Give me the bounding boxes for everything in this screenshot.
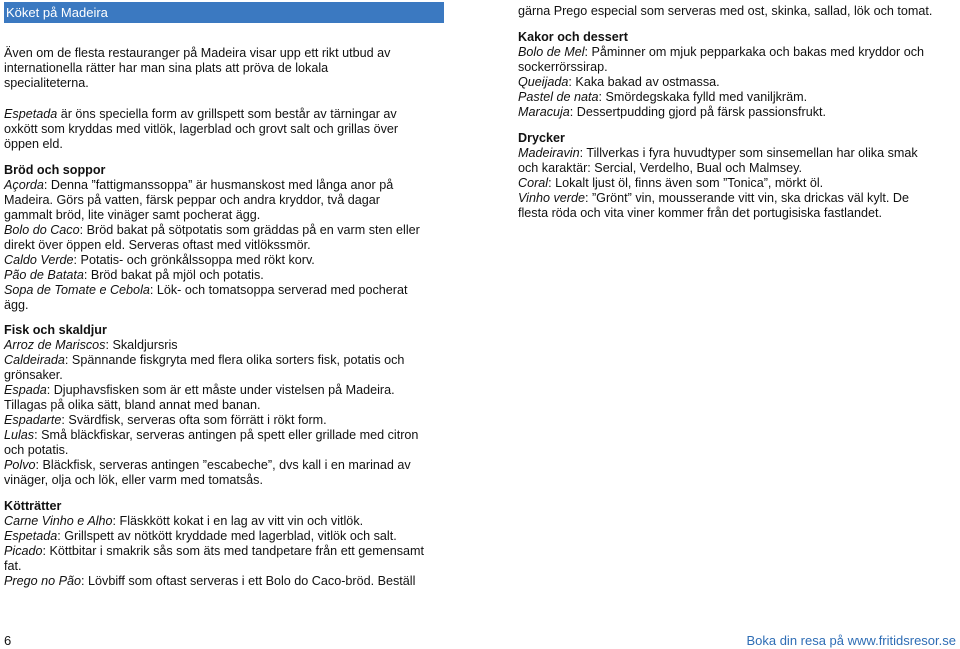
term: Arroz de Mariscos	[4, 338, 106, 352]
term: Pastel de nata	[518, 90, 599, 104]
text-line: Även om de flesta restauranger på Madeira visar upp ett rikt utbud av	[4, 46, 391, 60]
text-line: : Lök- och tomatsoppa serverad med pocherat	[149, 283, 408, 297]
text-line: : Bröd bakat på mjöl och potatis.	[83, 268, 264, 282]
section-heading: Drycker	[518, 131, 565, 145]
term: Caldo Verde	[4, 253, 74, 267]
text-line: direkt över öppen eld. Serveras oftast med vitlökssmör.	[4, 238, 311, 252]
term: Prego no Pão	[4, 574, 82, 588]
text-line: gärna Prego especial som serveras med ost, skinka, sallad, lök och tomat.	[518, 4, 933, 18]
text-line: och karaktär: Sercial, Verdelho, Bual och Malmsey.	[518, 161, 802, 175]
text-line: : Tillverkas i fyra huvudtyper som sinsemellan har olika smak	[579, 146, 918, 160]
text-line: : ”Grönt” vin, mousserande vitt vin, ska drickas väl kylt. De	[584, 191, 910, 205]
text-line: Madeira. Görs på vatten, färsk peppar och andra kryddor, två dagar	[4, 193, 380, 207]
term: Espetada	[4, 107, 58, 121]
text-line: internationella rätter har man sina plats att pröva de lokala	[4, 61, 329, 75]
term: Espadarte	[4, 413, 62, 427]
section-heading: Kötträtter	[4, 499, 62, 513]
term: Madeiravin	[518, 146, 580, 160]
section-kott	[4, 499, 444, 589]
text-line: är öns speciella form av grillspett som består av tärningar av	[57, 107, 397, 121]
term: Espetada	[4, 529, 58, 543]
term: Picado	[4, 544, 43, 558]
term: Sopa de Tomate e Cebola	[4, 283, 150, 297]
text-line: vinäger, olja och lök, eller varm med tomatsås.	[4, 473, 263, 487]
section-kakor	[518, 30, 948, 120]
term: Espada	[4, 383, 47, 397]
text-line: : Fläskkött kokat i en lag av vitt vin och vitlök.	[112, 514, 364, 528]
section-heading: Kakor och dessert	[518, 30, 628, 44]
text-line: : Köttbitar i smakrik sås som äts med tandpetare från ett gemensamt	[42, 544, 424, 558]
continued-paragraph	[518, 4, 948, 19]
section-brod	[4, 163, 444, 313]
text-line: : Dessertpudding gjord på färsk passionsfrukt.	[569, 105, 827, 119]
section-heading: Bröd och soppor	[4, 163, 106, 177]
term: Caldeirada	[4, 353, 65, 367]
text-line: : Små bläckfiskar, serveras antingen på spett eller grillade med citron	[34, 428, 419, 442]
intro-paragraph	[4, 46, 444, 91]
text-line: : Denna ”fattigmanssoppa” är husmanskost med långa anor på	[43, 178, 394, 192]
espetada-paragraph	[4, 107, 444, 152]
term: Vinho verde	[518, 191, 585, 205]
term: Pão de Batata	[4, 268, 84, 282]
booking-link[interactable]: Boka din resa på www.fritidsresor.se	[746, 633, 956, 648]
text-line: : Lokalt ljust öl, finns även som ”Tonica”, mörkt öl.	[548, 176, 824, 190]
text-line: : Grillspett av nötkött kryddade med lagerblad, vitlök och salt.	[57, 529, 397, 543]
text-line: oxkött som kryddas med vitlök, lagerblad och grovt salt och grillas över	[4, 122, 399, 136]
term: Bolo do Caco	[4, 223, 80, 237]
text-line: grönsaker.	[4, 368, 63, 382]
text-line: : Spännande fiskgryta med flera olika sorters fisk, potatis och	[64, 353, 405, 367]
term: Bolo de Mel	[518, 45, 585, 59]
text-line: : Smördegskaka fylld med vaniljkräm.	[598, 90, 808, 104]
text-line: öppen eld.	[4, 137, 63, 151]
term: Coral	[518, 176, 549, 190]
text-line: ägg.	[4, 298, 29, 312]
text-line: gammalt bröd, lite vinäger samt pocherat ägg.	[4, 208, 261, 222]
text-line: : Skaldjursris	[105, 338, 178, 352]
text-line: fat.	[4, 559, 22, 573]
term: Queijada	[518, 75, 569, 89]
text-line: : Svärdfisk, serveras ofta som förrätt i rökt form.	[61, 413, 327, 427]
term: Carne Vinho e Alho	[4, 514, 113, 528]
text-line: specialiteterna.	[4, 76, 89, 90]
text-line: och potatis.	[4, 443, 69, 457]
text-line: : Påminner om mjuk pepparkaka och bakas med kryddor och	[584, 45, 925, 59]
text-line: : Bläckfisk, serveras antingen ”escabeche”, dvs kall i en marinad av	[35, 458, 411, 472]
section-heading: Fisk och skaldjur	[4, 323, 107, 337]
page-number: 6	[4, 633, 12, 648]
term: Polvo	[4, 458, 36, 472]
text-line: : Djuphavsfisken som är ett måste under vistelsen på Madeira.	[46, 383, 395, 397]
text-line: : Bröd bakat på sötpotatis som gräddas på en varm sten eller	[79, 223, 420, 237]
term: Açorda	[4, 178, 44, 192]
section-banner: Köket på Madeira	[4, 2, 444, 23]
text-line: sockerrörssirap.	[518, 60, 608, 74]
term: Maracuja	[518, 105, 570, 119]
term: Lulas	[4, 428, 35, 442]
text-line: : Lövbiff som oftast serveras i ett Bolo do Caco-bröd. Beställ	[81, 574, 416, 588]
text-line: : Kaka bakad av ostmassa.	[568, 75, 720, 89]
text-line: : Potatis- och grönkålssoppa med rökt korv.	[73, 253, 315, 267]
text-line: flesta röda och vita viner kommer från det portugisiska fastlandet.	[518, 206, 882, 220]
section-fisk	[4, 323, 444, 488]
text-line: Tillagas på olika sätt, bland annat med banan.	[4, 398, 261, 412]
section-drycker	[518, 131, 948, 221]
